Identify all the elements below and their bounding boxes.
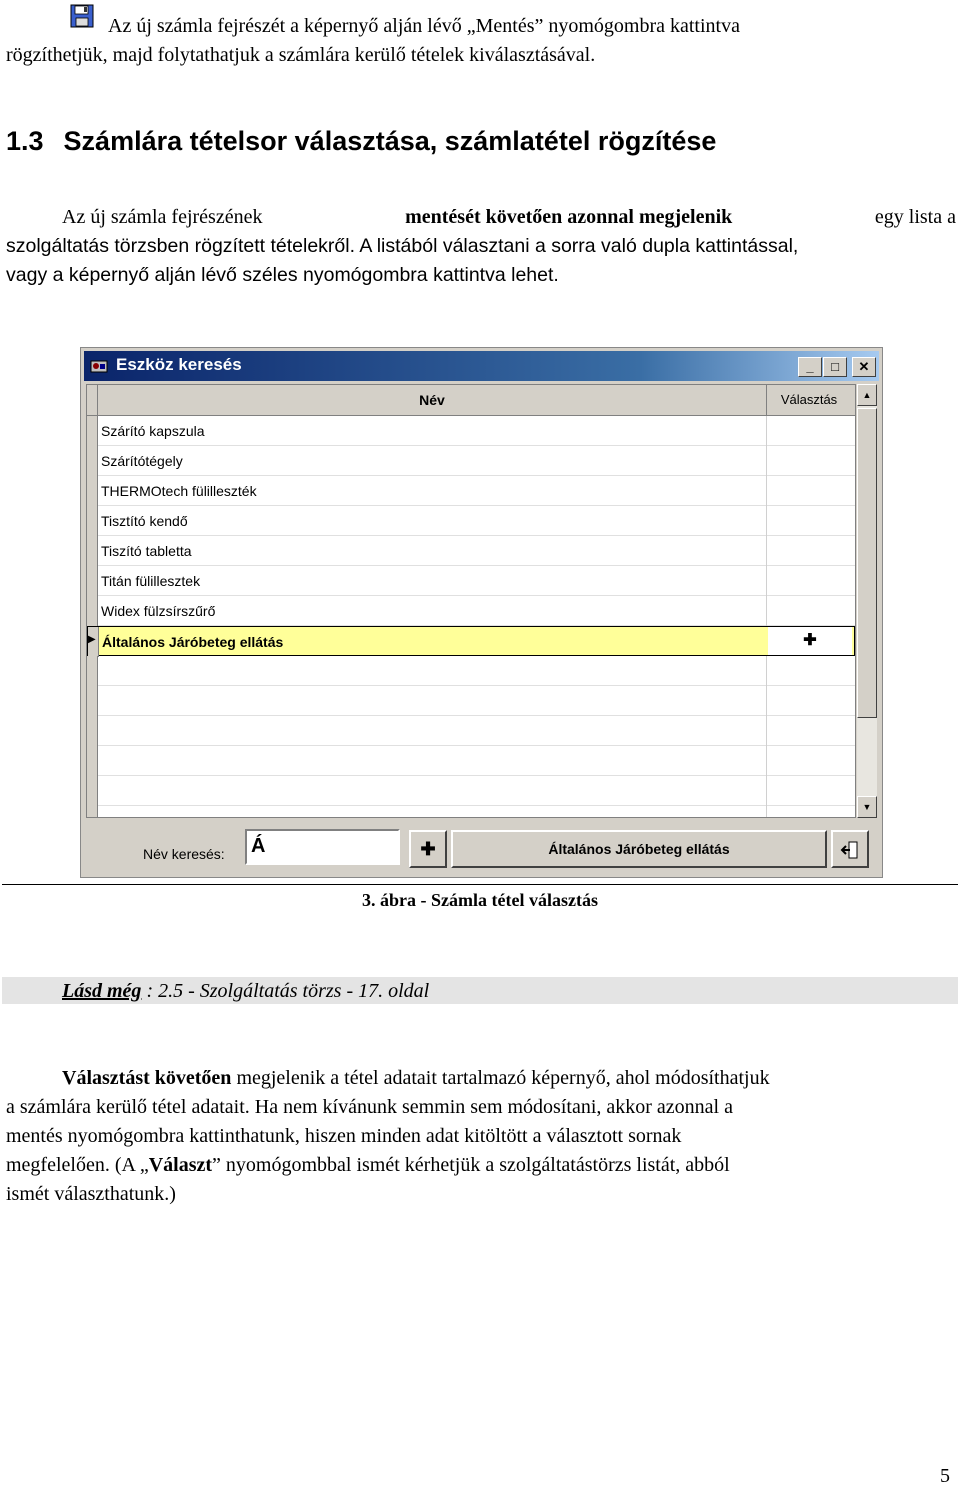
dialog-titlebar [84,351,879,381]
column-divider [766,566,767,596]
scroll-thumb[interactable] [857,408,877,718]
search-input[interactable]: Á [245,829,400,865]
table-row[interactable] [87,566,855,596]
row-name: Tisztító kendő [101,513,188,529]
row-pointer-icon [88,627,99,657]
choose-item-button[interactable]: Általános Járóbeteg ellátás [451,830,827,868]
table-row-empty [87,686,855,716]
table-row[interactable] [87,596,855,626]
column-divider [766,446,767,476]
para1-bold: mentését követően azonnal megjelenik [405,206,733,228]
column-divider [766,596,767,626]
row-indicator [87,656,98,686]
para2-line-1: megjelenik a tétel adatait tartalmazó képernyő, ahol módosíthatjuk [231,1067,770,1089]
para2-line-2: a számlára kerülő tétel adatait. Ha nem kívánunk semmin sem módosítani, akkor azonnal a [6,1096,733,1118]
intro-line-2: rögzíthetjük, majd folytathatjuk a számlára kerülő tételek kiválasztásával. [6,44,596,66]
para2-line-4b: ” nyomógombbal ismét kérhetjük a szolgáltatástörzs listát, abból [212,1154,730,1176]
row-indicator [87,746,98,776]
para2-line-5: ismét választhatunk.) [6,1183,176,1205]
search-label: Név keresés: [143,846,225,862]
row-indicator [87,536,98,566]
row-name: Általános Járóbeteg ellátás [102,634,284,650]
dialog-title: Eszköz keresés [116,355,242,374]
para1-text-b: egy lista a [874,206,956,228]
table-row-empty [87,716,855,746]
table-row[interactable] [87,536,855,566]
column-divider [766,476,767,506]
minimize-icon: _ [806,359,814,374]
section-title: Számlára tételsor választása, számlatétel rögzítése [63,126,717,156]
grid-header [87,385,855,416]
row-name: Szárító kapszula [101,423,205,439]
exit-button[interactable] [831,830,869,868]
column-divider [766,746,767,776]
row-indicator [87,446,98,476]
para2-line-3: mentés nyomógombra kattinthatunk, hiszen minden adat kitöltött a választott sornak [6,1125,682,1147]
column-divider [766,536,767,566]
close-button[interactable] [852,357,876,377]
exit-door-icon [840,841,860,857]
table-row[interactable] [87,506,855,536]
row-indicator [87,686,98,716]
see-also-reference [62,977,429,1006]
minimize-button[interactable] [798,357,822,377]
table-row[interactable] [87,416,855,446]
section-heading [6,126,716,157]
row-indicator [87,506,98,536]
scroll-down-button[interactable] [857,796,877,818]
table-row-empty [87,656,855,686]
table-row-selected[interactable] [87,626,855,656]
row-indicator-header [87,385,98,415]
table-row-empty [87,806,855,818]
para2-bold-choose: Választ [148,1154,213,1176]
arrow-down-icon: ▼ [862,802,872,812]
row-indicator [87,476,98,506]
app-icon [90,358,108,374]
row-name: Szárítótégely [101,453,183,469]
row-name: Titán fülillesztek [101,573,201,589]
table-row-empty [87,776,855,806]
row-name: Tiszító tabletta [101,543,192,559]
table-row-empty [87,746,855,776]
column-divider [766,716,767,746]
para1-line-2: szolgáltatás törzsben rögzített tételekről. A listából választani a sorra való dupla kattintással, [6,235,799,257]
row-indicator [87,566,98,596]
column-divider [766,506,767,536]
page-number: 5 [940,1465,950,1487]
results-grid[interactable] [86,384,856,818]
row-indicator [87,716,98,746]
column-divider [766,776,767,806]
intro-paragraph [6,12,956,70]
row-indicator [87,776,98,806]
column-divider [766,656,767,686]
row-indicator [87,596,98,626]
para1-text-a: Az új számla fejrészének [62,206,263,228]
table-row[interactable] [87,476,855,506]
see-also-link[interactable]: Lásd még [62,980,142,1002]
column-header-name[interactable]: Név [98,385,767,415]
column-divider [766,686,767,716]
row-indicator [87,416,98,446]
plus-icon: ✚ [420,839,436,859]
intro-line-1: Az új számla fejrészét a képernyő alján lévő „Mentés” nyomógombra kattintva [108,15,740,37]
caption-rule [2,884,958,885]
close-icon: ✕ [858,359,870,374]
section-number: 1.3 [6,126,44,156]
maximize-button[interactable] [823,357,847,377]
figure-caption: 3. ábra - Számla tétel választás [362,890,598,910]
row-name: THERMOtech fülilleszték [101,483,257,499]
table-row[interactable] [87,446,855,476]
maximize-icon: □ [831,359,839,374]
para1-line-3: vagy a képernyő alján lévő széles nyomógombra kattintva lehet. [6,264,559,286]
para2-line-4a: megfelelően. (A „ [6,1154,149,1176]
row-name: Widex fülzsírszűrő [101,603,216,619]
see-also-target: : 2.5 - Szolgáltatás törzs - 17. oldal [141,980,430,1002]
add-button[interactable] [409,830,447,868]
description-paragraph [6,203,956,290]
add-plus-icon[interactable]: ✚ [768,627,852,655]
row-indicator [87,806,98,818]
scroll-up-button[interactable] [857,384,877,406]
column-divider [766,416,767,446]
item-search-dialog [80,347,883,878]
vertical-scrollbar[interactable] [857,384,877,818]
arrow-up-icon: ▲ [862,390,872,400]
column-header-choose[interactable]: Választás [780,392,838,407]
selection-paragraph [6,1064,956,1209]
para2-bold-start: Választást követően [62,1067,232,1089]
column-divider [766,806,767,818]
